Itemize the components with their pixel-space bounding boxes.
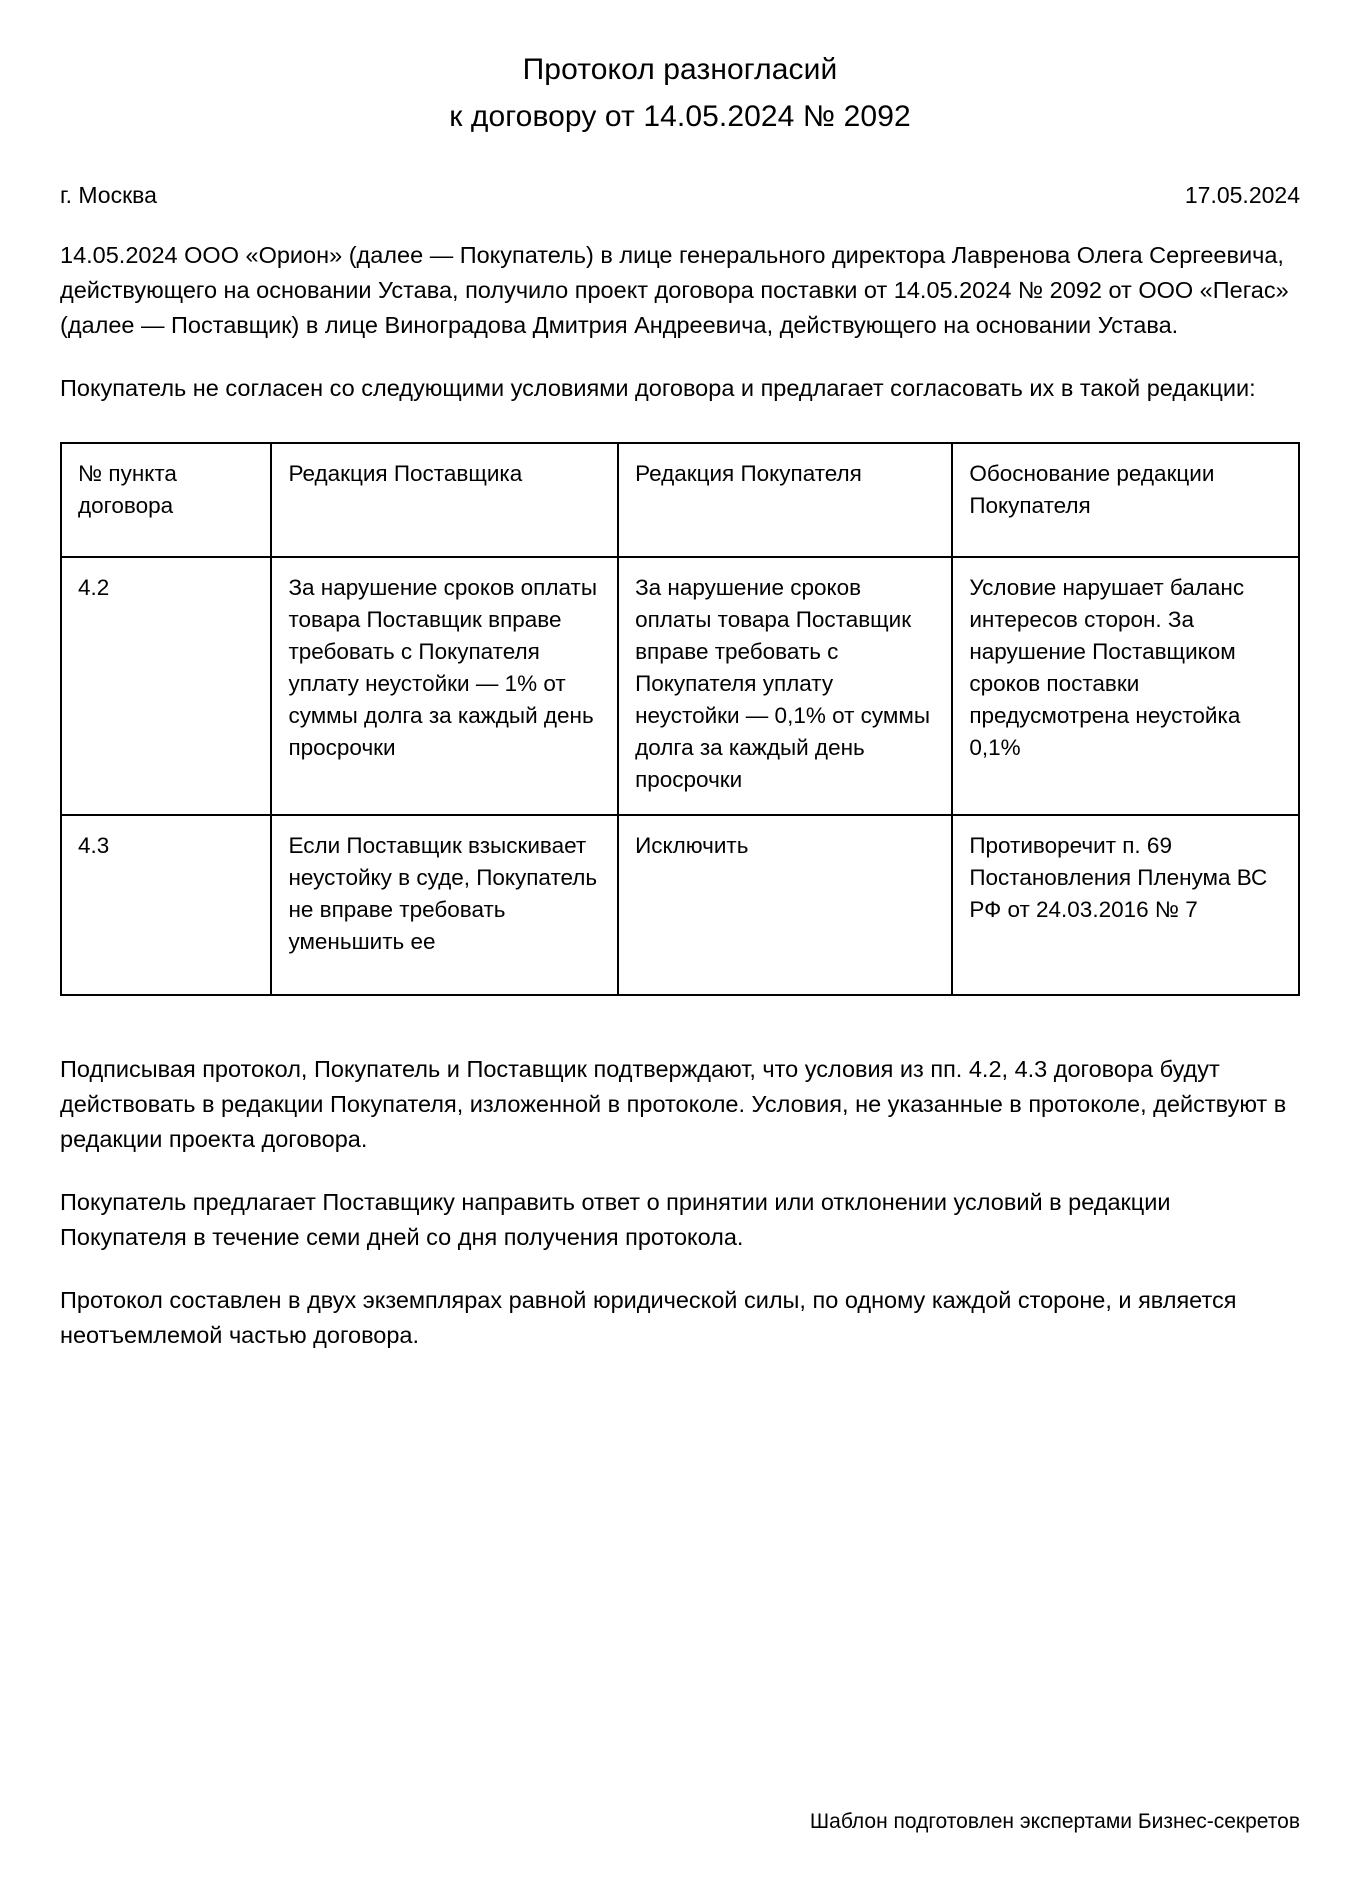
page-title <box>60 30 1300 140</box>
lead-in-paragraph: Покупатель не согласен со следующими условиями договора и предлагает согласовать их в такой редакции: <box>60 375 1256 401</box>
table-header-row <box>61 443 1299 557</box>
cell-clause: 4.2 <box>61 557 271 815</box>
title-line-1: Протокол разногласий <box>522 53 838 86</box>
closing-paragraph-1: Подписывая протокол, Покупатель и Поставщик подтверждают, что условия из пп. 4.2, 4.3 договора будут действовать в редакции Покупателя, изложенной в протоколе. Условия, не указанные в протоколе, действуют в редакции проекта договора. <box>60 1056 1287 1152</box>
cell-buyer-version: Исключить <box>618 815 952 995</box>
closing-paragraph-3: Протокол составлен в двух экземплярах равной юридической силы, по одному каждой стороне, и является неотъемлемой частью договора. <box>60 1287 1237 1348</box>
document-date: 17.05.2024 <box>1184 182 1300 208</box>
cell-buyer-version: За нарушение сроков оплаты товара Поставщик вправе требовать с Покупателя уплату неустойки — 0,1% от суммы долга за каждый день просрочки <box>618 557 952 815</box>
cell-supplier-version: За нарушение сроков оплаты товара Поставщик вправе требовать с Покупателя уплату неустойки — 1% от суммы долга за каждый день просрочки <box>271 557 618 815</box>
table-header-buyer: Редакция Покупателя <box>618 443 952 557</box>
intro-paragraph: 14.05.2024 ООО «Орион» (далее — Покупатель) в лице генерального директора Лавренова Олега Сергеевича, действующего на основании Устава, получило проект договора поставки от 14.05.2024 № 2092 от ООО «Пегас» (далее — Поставщик) в лице Виноградова Дмитрия Андреевича, действующего на основании Устава. <box>60 242 1289 338</box>
cell-supplier-version: Если Поставщик взыскивает неустойку в суде, Покупатель не вправе требовать уменьшить ее <box>271 815 618 995</box>
city-label: г. Москва <box>60 182 157 208</box>
closing-paragraph-2: Покупатель предлагает Поставщику направить ответ о принятии или отклонении условий в редакции Покупателя в течение семи дней со дня получения протокола. <box>60 1189 1171 1250</box>
cell-clause: 4.3 <box>61 815 271 995</box>
footer-note: Шаблон подготовлен экспертами Бизнес-секретов <box>809 1810 1300 1833</box>
table-row <box>61 557 1299 815</box>
table-header-clause: № пункта договора <box>61 443 271 557</box>
city-date-row <box>60 180 1300 210</box>
cell-justification: Противоречит п. 69 Постановления Пленума ВС РФ от 24.03.2016 № 7 <box>952 815 1299 995</box>
table-header-justification: Обоснование редакции Покупателя <box>952 443 1299 557</box>
title-line-2: к договору от 14.05.2024 № 2092 <box>449 100 911 133</box>
disagreement-table <box>60 442 1300 996</box>
table-header-supplier: Редакция Поставщика <box>271 443 618 557</box>
table-row <box>61 815 1299 995</box>
cell-justification: Условие нарушает баланс интересов сторон. За нарушение Поставщиком сроков поставки предусмотрена неустойка 0,1% <box>952 557 1299 815</box>
